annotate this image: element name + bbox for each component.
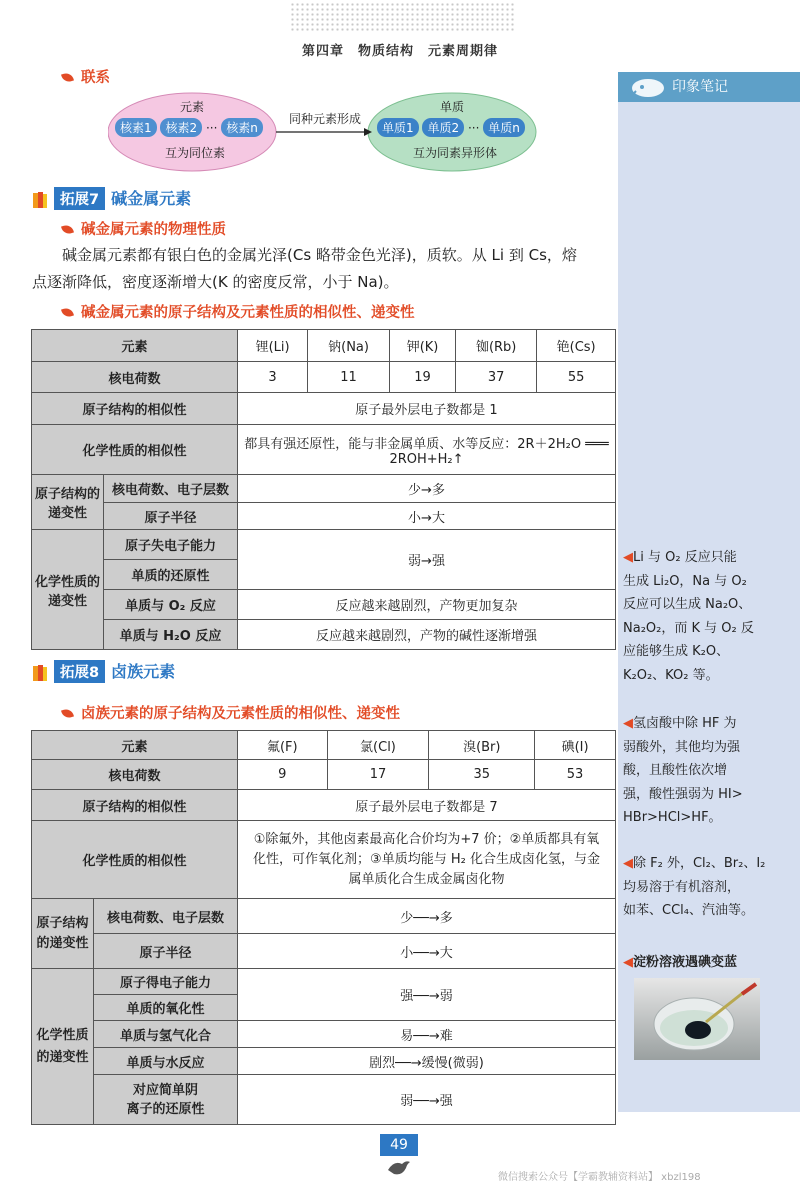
t1-charge: 19 [389,362,455,393]
t2-r-oxid: 单质的氧化性 [94,995,238,1021]
t1-element: 铯(Cs) [537,330,616,362]
chapter-title: 第四章 物质结构 元素周期律 [301,44,498,59]
substance-title: 单质 [439,100,464,114]
book-icon [32,190,52,210]
ext7-para1: 碱金属元素都有银白色的金属光泽(Cs 略带金色光泽)，质软。从 Li 到 Cs，熔 [62,246,577,264]
t2-r-water: 单质与水反应 [94,1048,238,1075]
halogen-table [31,730,616,1125]
ext7-sub1: 碱金属元素的物理性质 [62,218,226,239]
t1-element: 铷(Rb) [456,330,537,362]
leaf-icon [61,708,74,720]
relation-heading: 联系 [62,66,110,87]
side-note-hx-acid: ◀氢卤酸中除 HF 为 弱酸外，其他均为强 酸，且酸性依次增 强，酸性强弱为 HI> HBr>HCl>HF。 [623,716,743,825]
ext8-heading [32,659,175,683]
t1-r-o2: 单质与 O₂ 反应 [104,590,238,620]
t2-v-radius: 小──→大 [238,934,616,969]
t1-element: 锂(Li) [238,330,308,362]
isotope-caption: 互为同位素 [164,146,225,160]
t1-r-h2o: 单质与 H₂O 反应 [104,620,238,650]
t1-h-struct-sim: 原子结构的相似性 [32,393,238,425]
nuclide-list [115,118,263,137]
header-decoration [290,2,515,32]
t2-r-charge-layers: 核电荷数、电子层数 [94,899,238,934]
t1-r-reduce: 单质的还原性 [104,560,238,590]
bird-icon [386,1158,412,1178]
arrow-label: 同种元素形成 [288,112,361,126]
t2-element: 碘(I) [535,731,616,760]
ext7-heading [32,186,191,210]
t2-r-anion: 对应简单阴 离子的还原性 [94,1075,238,1125]
t2-v-gain-oxid: 强──→弱 [238,969,616,1021]
t2-charge: 53 [535,760,616,790]
elephant-cloud-icon [628,73,668,99]
t2-charge: 9 [238,760,328,790]
t2-v-charge-layers: 少──→多 [238,899,616,934]
t2-chem-sim: ①除氟外，其他卤素最高化合价均为+7 价；②单质都具有氧 化性，可作氧化剂；③单质均能与 H₂ 化合生成卤化氢，与金 属单质化合生成金属卤化物 [238,821,616,899]
t1-element: 钾(K) [389,330,455,362]
t1-element: 钠(Na) [308,330,390,362]
sidebar-title: 印象笔记 [672,79,728,95]
leaf-icon [61,224,74,236]
t1-charge: 55 [537,362,616,393]
nuclide-1: 核素1 [115,118,157,137]
t1-h-struct-var: 原子结构的递变性 [32,475,104,530]
t2-h-chem-var: 化学性质的递变性 [32,969,94,1125]
side-note-li-o2: ◀Li 与 O₂ 反应只能 生成 Li₂O，Na 与 O₂ 反应可以生成 Na₂O、 Na₂O₂，而 K 与 O₂ 反 应能够生成 K₂O、 K₂O₂、KO₂ 等。 [623,550,754,683]
nuclide-ellipsis: ··· [205,121,218,135]
leaf-icon [61,72,74,84]
ext8-title: 卤族元素 [111,662,176,681]
side-note-starch: ◀淀粉溶液遇碘变蓝 [623,955,738,970]
substance-ellipsis: ··· [467,121,480,135]
footer-watermark: 微信搜索公众号【学霸教辅资料站】 xbzl198 [498,1172,701,1183]
t1-r-charge-layers: 核电荷数、电子层数 [104,475,238,503]
t1-charge: 11 [308,362,390,393]
ext7-title: 碱金属元素 [111,189,192,208]
substance-2: 单质2 [422,118,464,137]
nuclide-2: 核素2 [160,118,202,137]
t2-element: 溴(Br) [429,731,535,760]
substance-list [377,118,525,137]
t1-h-chem-var: 化学性质的递变性 [32,530,104,650]
t1-charge: 37 [456,362,537,393]
ext7-badge: 拓展7 [54,187,105,210]
t2-r-gain: 原子得电子能力 [94,969,238,995]
element-title: 元素 [179,100,204,114]
t1-r-radius: 原子半径 [104,503,238,530]
t2-h-chem-sim: 化学性质的相似性 [32,821,238,899]
t2-h-struct-sim: 原子结构的相似性 [32,790,238,821]
page-number: 49 [380,1134,418,1156]
leaf-icon [61,307,74,319]
t1-v-charge-layers: 少→多 [238,475,616,503]
alkali-table [31,329,616,650]
t2-h-element: 元素 [32,731,238,760]
t1-h-chem-sim: 化学性质的相似性 [32,425,238,475]
t1-h-element: 元素 [32,330,238,362]
starch-iodine-photo [634,978,760,1060]
substance-1: 单质1 [377,118,419,137]
t1-struct-sim: 原子最外层电子数都是 1 [238,393,616,425]
t1-charge: 3 [238,362,308,393]
ext7-para2: 点逐渐降低，密度逐渐增大(K 的密度反常，小于 Na)。 [32,273,399,291]
t1-v-o2: 反应越来越剧烈，产物更加复杂 [238,590,616,620]
t2-charge: 35 [429,760,535,790]
ext8-sub1: 卤族元素的原子结构及元素性质的相似性、递变性 [62,702,400,723]
ext8-badge: 拓展8 [54,660,105,683]
t1-h-charge: 核电荷数 [32,362,238,393]
t1-v-lose-reduce: 弱→强 [238,530,616,590]
book-icon [32,663,52,683]
t2-h-struct-var: 原子结构的递变性 [32,899,94,969]
t2-v-water: 剧烈──→缓慢(微弱) [238,1048,616,1075]
t1-r-lose: 原子失电子能力 [104,530,238,560]
t1-chem-sim: 都具有强还原性，能与非金属单质、水等反应：2R＋2H₂O ═══ 2ROH+H₂↑ [238,425,616,475]
t2-charge: 17 [327,760,429,790]
t2-element: 氟(F) [238,731,328,760]
t2-v-h2: 易──→难 [238,1021,616,1048]
ext7-sub2: 碱金属元素的原子结构及元素性质的相似性、递变性 [62,301,415,322]
nuclide-n: 核素n [221,118,263,137]
t1-v-radius: 小→大 [238,503,616,530]
t2-v-anion: 弱──→强 [238,1075,616,1125]
t2-h-charge: 核电荷数 [32,760,238,790]
t2-r-radius: 原子半径 [94,934,238,969]
side-note-solubility: ◀除 F₂ 外，Cl₂、Br₂、I₂ 均易溶于有机溶剂， 如苯、CCl₄、汽油等。 [623,856,766,918]
t2-r-h2: 单质与氢气化合 [94,1021,238,1048]
substance-n: 单质n [483,118,525,137]
t2-struct-sim: 原子最外层电子数都是 7 [238,790,616,821]
t2-element: 氯(Cl) [327,731,429,760]
allotrope-caption: 互为同素异形体 [412,146,497,160]
t1-v-h2o: 反应越来越剧烈，产物的碱性逐渐增强 [238,620,616,650]
